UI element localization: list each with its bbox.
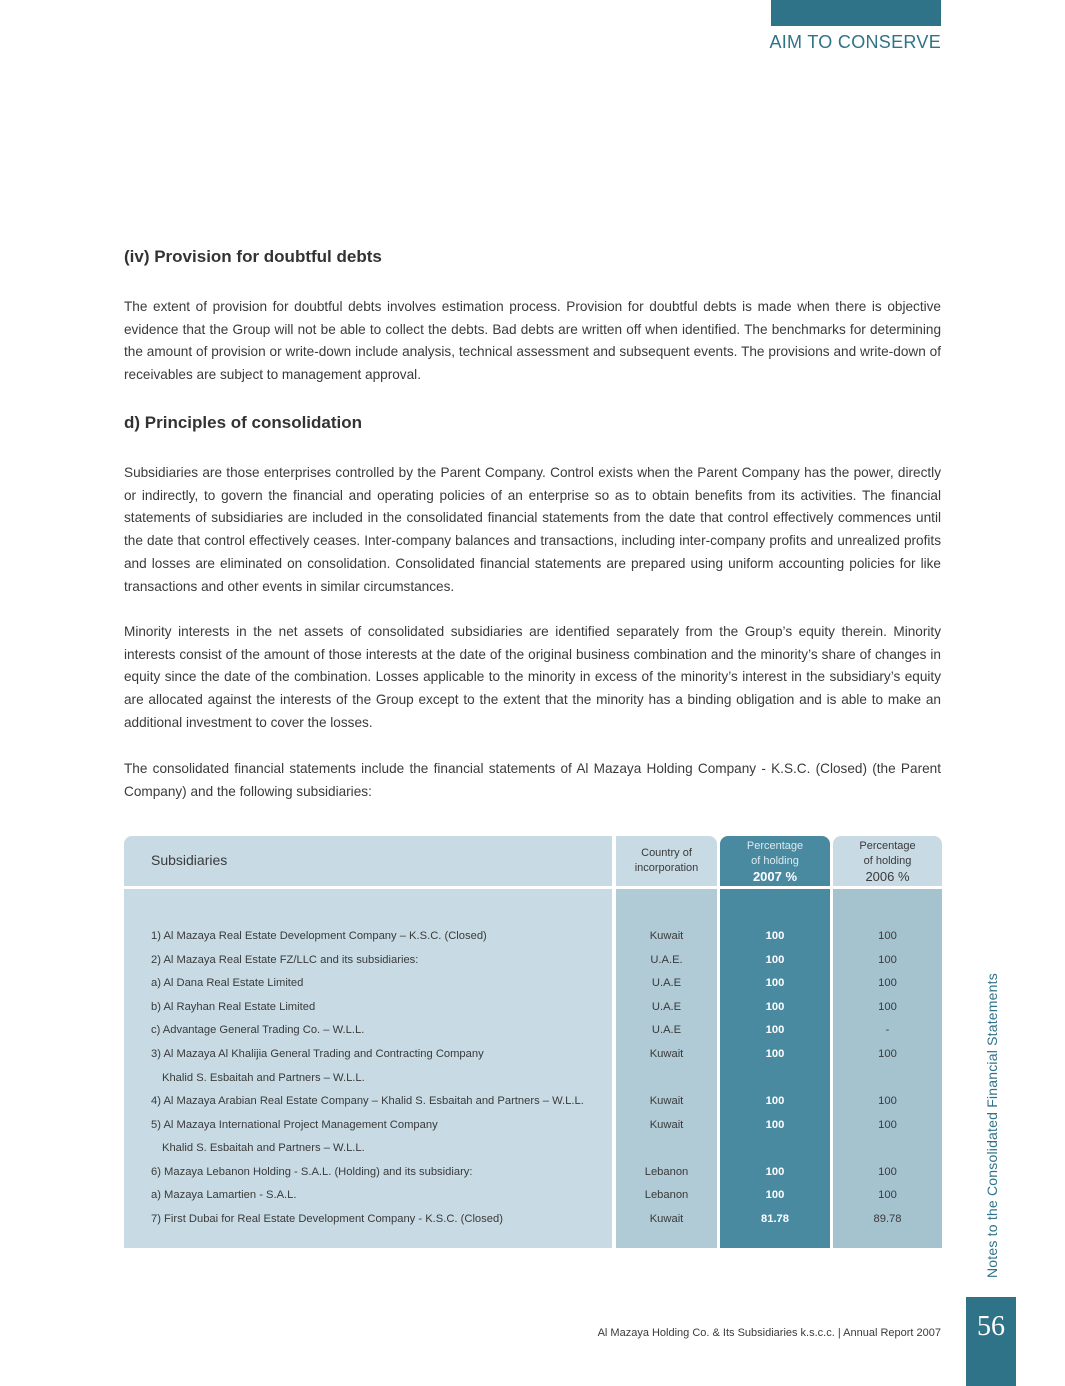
row-pct-2006: 100 xyxy=(878,1189,897,1201)
row-name: 1) Al Mazaya Real Estate Development Company – K.S.C. (Closed) xyxy=(151,930,487,942)
table-header-2006 xyxy=(833,836,942,886)
page-number: 56 xyxy=(977,1311,1005,1342)
table-row xyxy=(124,1187,942,1207)
row-country: U.A.E xyxy=(651,1001,682,1013)
row-name: c) Advantage General Trading Co. – W.L.L. xyxy=(151,1024,365,1036)
row-country: Kuwait xyxy=(649,930,684,942)
row-pct-2007: 100 xyxy=(765,1166,785,1178)
header-2006-line1: Percentage xyxy=(859,840,916,852)
table-row xyxy=(124,1046,942,1066)
subsidiaries-table xyxy=(124,836,942,1248)
row-name: 7) First Dubai for Real Estate Development Company - K.S.C. (Closed) xyxy=(151,1213,503,1225)
row-name: 3) Al Mazaya Al Khalijia General Trading and Contracting Company xyxy=(151,1048,484,1060)
row-pct-2007: 100 xyxy=(765,1048,785,1060)
row-pct-2007: 100 xyxy=(765,1024,785,1036)
row-country: U.A.E xyxy=(651,977,682,989)
header-country-line1: Country of xyxy=(641,847,692,859)
row-name: b) Al Rayhan Real Estate Limited xyxy=(151,1001,316,1013)
header-2007-year: 2007 % xyxy=(752,869,798,884)
row-pct-2007: 100 xyxy=(765,1189,785,1201)
table-row xyxy=(124,1211,942,1231)
header-2006-year: 2006 % xyxy=(865,869,910,884)
row-pct-2007: 100 xyxy=(765,1119,785,1131)
row-country: Kuwait xyxy=(649,1048,684,1060)
section-d-paragraph-2: Minority interests in the net assets of consolidated subsidiaries are identified separately from the Group’s equity therein. Minority interests consist of the amount of those interests at the date of the original business combination and the minority’s share of changes in equity since the date of the combination. Losses applicable to the minority in excess of the minority’s interest in the subsidiary’s equity are allocated against the interests of the Group except to the extent that the minority has a binding obligation and is able to make an additional investment to cover the losses. xyxy=(124,624,941,730)
row-country: U.A.E. xyxy=(650,954,683,966)
row-pct-2006: 100 xyxy=(878,1001,897,1013)
row-name: 6) Mazaya Lebanon Holding - S.A.L. (Holding) and its subsidiary: xyxy=(151,1166,473,1178)
row-country: Kuwait xyxy=(649,1095,684,1107)
table-row xyxy=(124,1117,942,1137)
row-name: 4) Al Mazaya Arabian Real Estate Company – Khalid S. Esbaitah and Partners – W.L.L. xyxy=(151,1095,584,1107)
footer-text: Al Mazaya Holding Co. & Its Subsidiaries k.s.c.c. | Annual Report 2007 xyxy=(597,1327,941,1339)
row-pct-2006: 89.78 xyxy=(873,1213,902,1225)
row-pct-2006: 100 xyxy=(878,1048,897,1060)
row-name: Khalid S. Esbaitah and Partners – W.L.L. xyxy=(162,1142,365,1154)
table-row xyxy=(124,975,942,995)
header-color-bar xyxy=(771,0,941,26)
table-row xyxy=(124,952,942,972)
row-country: U.A.E xyxy=(651,1024,682,1036)
row-pct-2006: 100 xyxy=(878,1119,897,1131)
section-d-paragraph-1: Subsidiaries are those enterprises controlled by the Parent Company. Control exists when the Parent Company has the power, directly or indirectly, to govern the financial and operating policies of an enterprise so as to obtain benefits from its activities. The financial statements of subsidiaries are included in the consolidated financial statements from the date that control effectively commences until the date that control effectively ceases. Inter-company balances and transactions, including inter-company profits and unrealized profits and losses are eliminated on consolidation. Consolidated financial statements are prepared using uniform accounting policies for like transactions and other events in similar circumstances. xyxy=(124,465,941,594)
table-row xyxy=(124,1070,942,1090)
header-2006-line2: of holding xyxy=(863,855,912,867)
header-country-line2: incorporation xyxy=(634,862,699,874)
row-pct-2007: 81.78 xyxy=(761,1213,789,1225)
row-pct-2006: 100 xyxy=(878,930,897,942)
table-row xyxy=(124,999,942,1019)
header-2007-line1: Percentage xyxy=(746,840,804,852)
header-2007-line2: of holding xyxy=(751,855,799,867)
table-header-subsidiaries xyxy=(124,836,612,886)
table-row xyxy=(124,1093,942,1113)
row-country: Kuwait xyxy=(649,1213,684,1225)
row-pct-2006: 100 xyxy=(878,1095,897,1107)
row-name: a) Mazaya Lamartien - S.A.L. xyxy=(151,1189,297,1201)
section-iv-title: (iv) Provision for doubtful debts xyxy=(124,247,382,266)
section-iv-body: The extent of provision for doubtful debts involves estimation process. Provision for doubtful debts is made when there is objective evidence that the Group will not be able to collect the debts. Bad debts are written off when identified. The benchmarks for determining the amount of provision or write-down include analysis, technical assessment and subsequent events. The provisions and write-down of receivables are subject to management approval. xyxy=(124,299,941,383)
header-tagline: AIM TO CONSERVE xyxy=(769,32,941,52)
row-country: Lebanon xyxy=(644,1189,689,1201)
table-row xyxy=(124,928,942,948)
row-pct-2006: 100 xyxy=(878,1166,897,1178)
table-header-country xyxy=(616,836,717,886)
page-number-box xyxy=(966,1297,1016,1386)
row-country: Lebanon xyxy=(644,1166,689,1178)
row-pct-2007: 100 xyxy=(765,1095,785,1107)
row-pct-2007: 100 xyxy=(765,1001,785,1013)
table-row xyxy=(124,1140,942,1160)
section-d-title: d) Principles of consolidation xyxy=(124,413,363,432)
row-pct-2006: 100 xyxy=(878,977,897,989)
table-row xyxy=(124,1022,942,1042)
row-name: a) Al Dana Real Estate Limited xyxy=(151,977,304,989)
row-name: Khalid S. Esbaitah and Partners – W.L.L. xyxy=(162,1072,365,1084)
row-pct-2006: - xyxy=(885,1024,890,1036)
row-name: 5) Al Mazaya International Project Management Company xyxy=(151,1119,438,1131)
row-pct-2007: 100 xyxy=(765,977,785,989)
table-header-2007 xyxy=(720,836,830,886)
section-d-paragraph-3: The consolidated financial statements include the financial statements of Al Mazaya Holding Company - K.S.C. (Closed) (the Parent Company) and the following subsidiaries: xyxy=(124,761,941,799)
row-pct-2006: 100 xyxy=(878,954,897,966)
side-section-label: Notes to the Consolidated Financial Statements xyxy=(984,973,1000,1278)
table-row xyxy=(124,1164,942,1184)
header-subsidiaries-label: Subsidiaries xyxy=(151,852,228,868)
row-name: 2) Al Mazaya Real Estate FZ/LLC and its subsidiaries: xyxy=(151,954,419,966)
row-pct-2007: 100 xyxy=(765,930,785,942)
row-country: Kuwait xyxy=(649,1119,684,1131)
row-pct-2007: 100 xyxy=(765,954,785,966)
